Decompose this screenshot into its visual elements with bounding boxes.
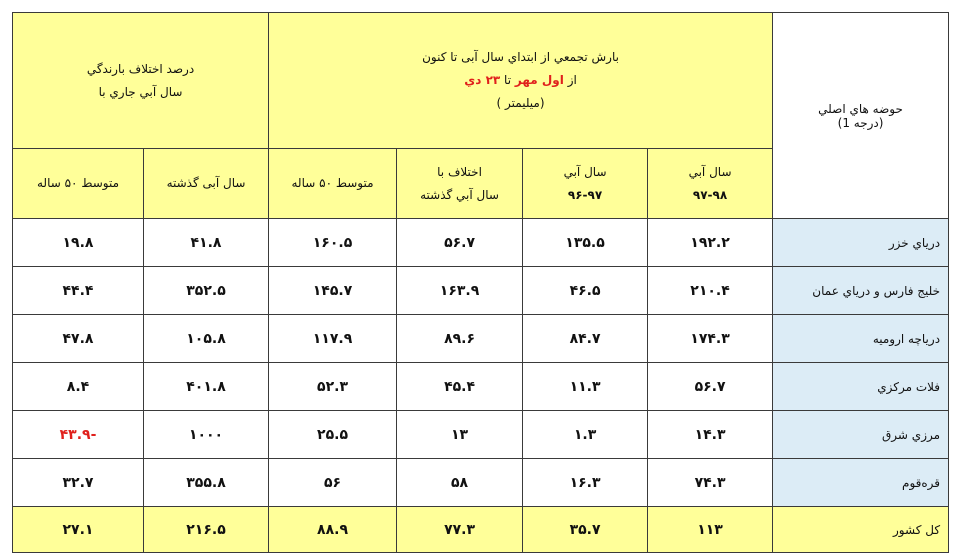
rainfall-header-unit: (ميليمتر ) [496,95,545,110]
cell-y98: ۵۶.۷ [648,363,773,411]
range-end-label: ۲۳ دي [464,73,501,88]
col-header-pct-avg50: متوسط ۵۰ ساله [13,149,144,219]
cell-avg50: ۲۵.۵ [269,411,397,459]
col-header-98-line2: ۹۷-۹۸ [692,187,728,202]
basin-name: قره‌قوم [773,459,949,507]
col-header-97-line2: ۹۶-۹۷ [567,187,603,202]
table-row [13,267,949,315]
col-header-diff-line1: اختلاف با [437,164,482,179]
cell-avg50: ۱۶۰.۵ [269,219,397,267]
basin-name: فلات مركزي [773,363,949,411]
range-from-label: از [567,73,577,88]
table-row [13,363,949,411]
cell-y98: ۲۱۰.۴ [648,267,773,315]
cell-avg50: ۵۲.۳ [269,363,397,411]
cell-pct-last: ۱۰۰۰ [144,411,269,459]
table-row [13,459,949,507]
cell-y98: ۷۴.۳ [648,459,773,507]
col-header-97-line1: سال آبي [563,164,607,179]
diff-percent-header [13,13,269,149]
cell-pct-avg: -۴۳.۹ [13,411,144,459]
table-row [13,315,949,363]
col-header-pct-last: سال آبی گذشته [144,149,269,219]
cell-y97: ۱۳۵.۵ [523,219,648,267]
cell-pct-avg: ۴۴.۴ [13,267,144,315]
rainfall-header-title: بارش تجمعي از ابتداي سال آبی تا كنون [422,50,619,65]
cell-y98: ۱۷۴.۳ [648,315,773,363]
table-row [13,411,949,459]
total-y97: ۳۵.۷ [523,507,648,553]
col-header-diff [397,149,523,219]
cell-pct-avg: ۱۹.۸ [13,219,144,267]
range-start-label: اول مهر [514,73,564,88]
cell-diff: ۱۶۳.۹ [397,267,523,315]
rainfall-header [269,13,773,149]
basin-name: درياي خزر [773,219,949,267]
rainfall-table [12,12,949,553]
cell-y97: ۱.۳ [523,411,648,459]
total-avg50: ۸۸.۹ [269,507,397,553]
table-row [13,219,949,267]
cell-y98: ۱۹۲.۲ [648,219,773,267]
diff-percent-title: درصد اختلاف بارندگي [86,61,195,76]
cell-y98: ۱۴.۳ [648,411,773,459]
total-y98: ۱۱۳ [648,507,773,553]
cell-avg50: ۵۶ [269,459,397,507]
cell-pct-avg: ۳۲.۷ [13,459,144,507]
col-header-98 [648,149,773,219]
cell-diff: ۱۳ [397,411,523,459]
cell-diff: ۵۶.۷ [397,219,523,267]
range-to-label: تا [504,73,512,88]
total-row [13,507,949,553]
basin-name: مرزي شرق [773,411,949,459]
basin-header [773,13,949,219]
cell-pct-avg: ۴۷.۸ [13,315,144,363]
cell-y97: ۸۴.۷ [523,315,648,363]
cell-y97: ۱۱.۳ [523,363,648,411]
cell-diff: ۵۸ [397,459,523,507]
cell-y97: ۱۶.۳ [523,459,648,507]
total-diff: ۷۷.۳ [397,507,523,553]
col-header-98-line1: سال آبي [688,164,732,179]
cell-diff: ۴۵.۴ [397,363,523,411]
col-header-diff-line2: سال آبي گذشته [420,187,499,202]
total-pct-last: ۲۱۶.۵ [144,507,269,553]
cell-y97: ۴۶.۵ [523,267,648,315]
total-pct-avg: ۲۷.۱ [13,507,144,553]
col-header-97 [523,149,648,219]
cell-avg50: ۱۱۷.۹ [269,315,397,363]
basin-header-subtitle: (درجه 1) [837,115,884,130]
rainfall-header-range [269,69,772,92]
basin-name: درياچه اروميه [773,315,949,363]
col-header-avg50: متوسط ۵۰ ساله [269,149,397,219]
cell-pct-last: ۱۰۵.۸ [144,315,269,363]
cell-pct-last: ۴۱.۸ [144,219,269,267]
cell-pct-last: ۳۵۲.۵ [144,267,269,315]
basin-header-title: حوضه هاي اصلي [818,101,903,116]
cell-avg50: ۱۴۵.۷ [269,267,397,315]
total-name: كل كشور [773,507,949,553]
cell-pct-last: ۳۵۵.۸ [144,459,269,507]
cell-pct-last: ۴۰۱.۸ [144,363,269,411]
cell-pct-avg: ۸.۴ [13,363,144,411]
basin-name: خليج فارس و درياي عمان [773,267,949,315]
cell-diff: ۸۹.۶ [397,315,523,363]
diff-percent-subtitle: سال آبي جاري با [98,84,183,99]
